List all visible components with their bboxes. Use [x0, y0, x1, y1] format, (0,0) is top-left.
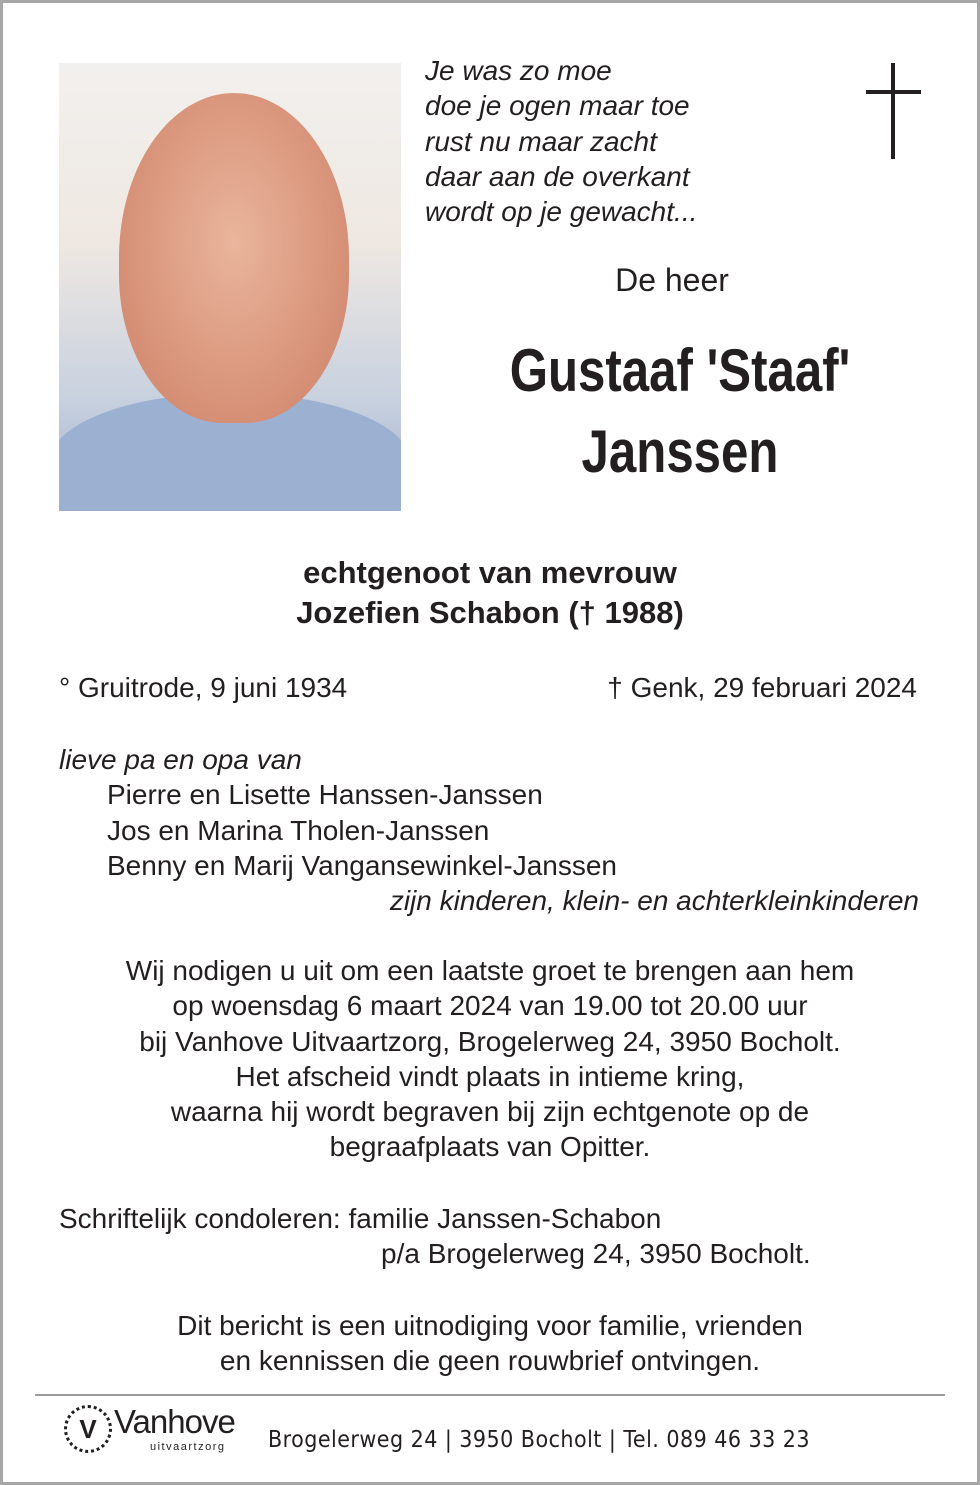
death-info: † Genk, 29 februari 2024 — [607, 672, 917, 703]
invitation-line: op woensdag 6 maart 2024 van 19.00 tot 20.00 uur — [172, 990, 808, 1022]
invitation-text — [0, 953, 980, 1165]
condolence-line: p/a Brogelerweg 24, 3950 Bocholt. — [381, 1238, 811, 1270]
portrait-photo — [59, 63, 401, 511]
spouse-line: Jozefien Schabon († 1988) — [296, 595, 684, 630]
invitation-line: Het afscheid vindt plaats in intieme kring, — [235, 1060, 745, 1092]
notice-line: Dit bericht is een uitnodiging voor familie, vrienden — [177, 1310, 803, 1341]
logo-brand: Vanhove — [114, 1403, 235, 1440]
vanhove-logo — [64, 1405, 254, 1461]
honorific: De heer — [615, 262, 729, 298]
deceased-name — [467, 330, 893, 492]
spouse-line: echtgenoot van mevrouw — [303, 555, 677, 590]
notice-line: en kennissen die geen rouwbrief ontvingen. — [219, 1345, 761, 1377]
footer-contact: Brogelerweg 24 | 3950 Bocholt | Tel. 089 46 33 23 — [268, 1427, 811, 1453]
child-entry: Benny en Marij Vangansewinkel-Janssen — [107, 849, 617, 881]
poem — [425, 53, 697, 229]
poem-line: doe je ogen maar toe — [425, 90, 690, 122]
name-line: Gustaaf 'Staaf' — [509, 337, 851, 404]
logo-sub: uitvaartzorg — [150, 1441, 226, 1453]
invitation-line: bij Vanhove Uitvaartzorg, Brogelerweg 24, 3950 Bocholt. — [139, 1025, 841, 1057]
poem-line: wordt op je gewacht... — [425, 196, 698, 228]
birth-info: ° Gruitrode, 9 juni 1934 — [59, 672, 348, 703]
footer-divider — [35, 1394, 945, 1396]
spouse-info — [0, 553, 980, 633]
notice-text — [0, 1308, 980, 1379]
logo-mark-icon: V — [64, 1405, 112, 1453]
child-entry: Jos en Marina Tholen-Janssen — [107, 814, 490, 846]
family-list — [59, 742, 919, 918]
child-entry: Pierre en Lisette Hanssen-Janssen — [107, 779, 543, 811]
condolence-line: Schriftelijk condoleren: familie Janssen-Schabon — [59, 1203, 662, 1234]
condolence-address — [59, 1201, 811, 1272]
cross-icon — [866, 63, 921, 159]
photo-face — [119, 93, 349, 423]
invitation-line: Wij nodigen u uit om een laatste groet te brengen aan hem — [125, 955, 855, 986]
invitation-line: waarna hij wordt begraven bij zijn echtgenote op de — [170, 1096, 810, 1128]
poem-line: Je was zo moe — [425, 55, 612, 86]
invitation-line: begraafplaats van Opitter. — [329, 1131, 651, 1163]
poem-line: daar aan de overkant — [425, 160, 690, 192]
family-outro: zijn kinderen, klein- en achterkleinkinderen — [389, 885, 919, 917]
poem-line: rust nu maar zacht — [425, 125, 657, 157]
family-intro: lieve pa en opa van — [59, 744, 302, 775]
name-line: Janssen — [581, 418, 779, 485]
